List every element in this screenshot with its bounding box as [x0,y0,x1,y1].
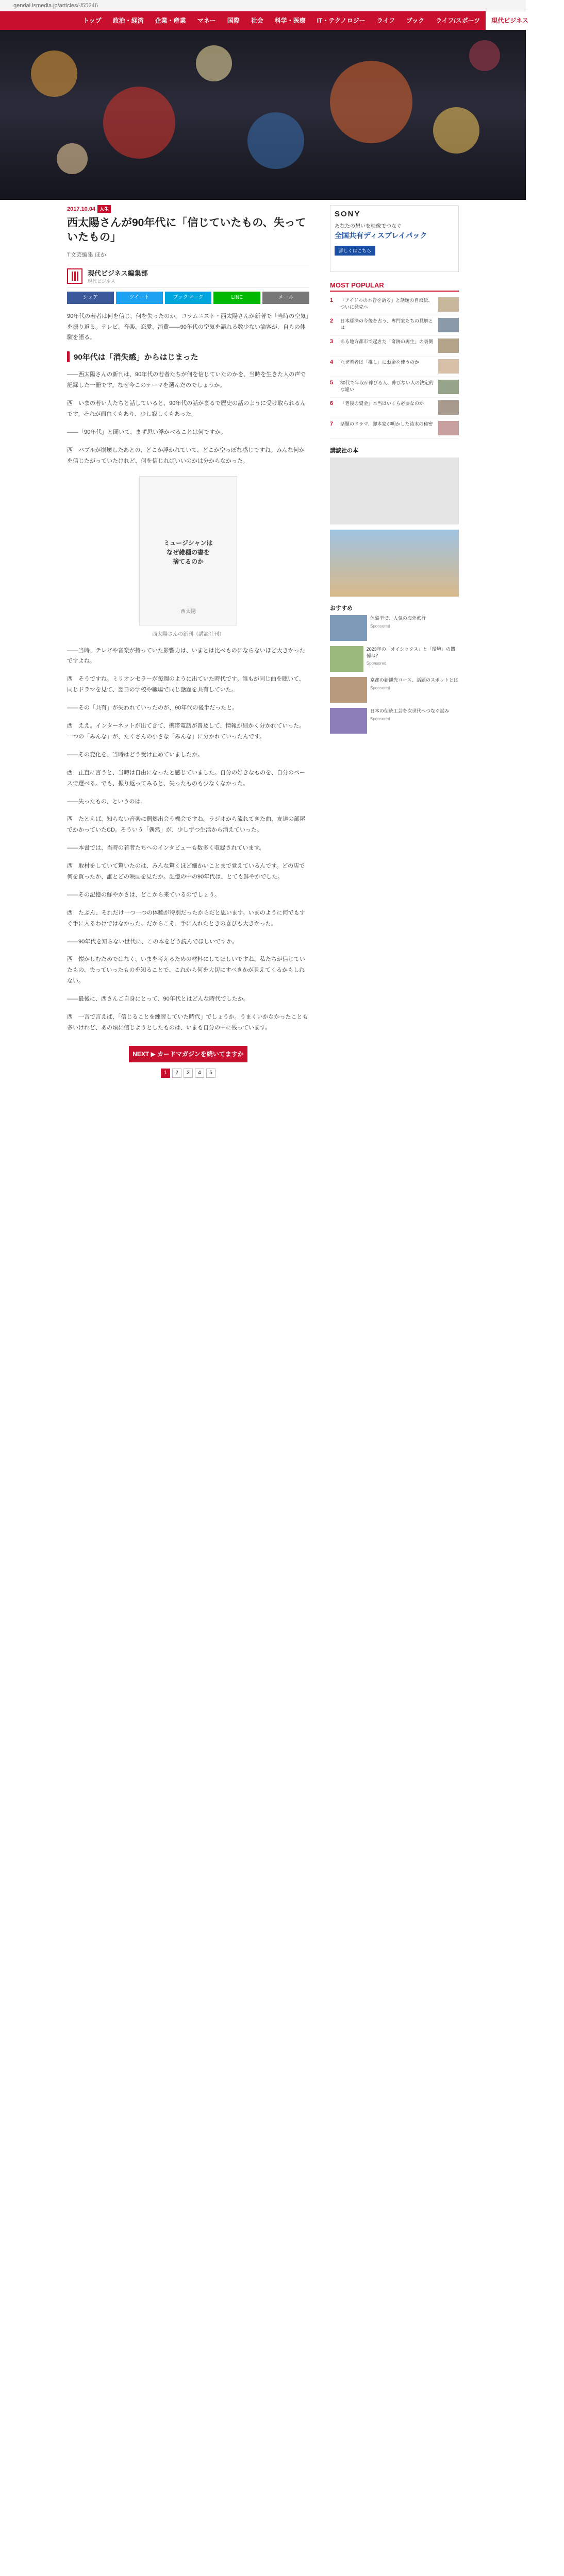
section-heading: 90年代は「消失感」からはじまった [67,351,309,362]
publisher-box[interactable] [67,265,309,287]
nav-item[interactable]: 企業・産業 [155,17,186,24]
most-popular-item[interactable]: 3 ある地方都市で起きた「奇跡の再生」の裏側 [330,336,459,357]
page-link[interactable]: 2 [172,1069,181,1078]
nav-item[interactable]: トップ [83,17,102,24]
nav-item[interactable]: その他 [539,17,558,24]
page-link[interactable]: 1 [161,1069,170,1078]
side-label: おすすめ [330,605,353,612]
nav-item[interactable]: ブック [406,17,425,24]
next-page-button[interactable]: NEXT ▶ カードマガジンを続いてますか [129,1046,247,1062]
paragraph: ——失ったもの、というのは。 [67,798,146,805]
pagination [67,1069,309,1078]
publisher-sub: 現代ビジネス [88,278,115,284]
share-row [67,292,309,304]
most-popular-item[interactable]: 5 30代で年収が伸びる人、伸びない人の決定的な違い [330,377,459,398]
paragraph: ——本書では、当時の若者たちへのインタビューも数多く収録されています。 [67,845,265,852]
share-line-button[interactable]: LINE [213,292,260,304]
nav-item[interactable]: 政治・経済 [112,17,144,24]
side-label: 講談社の本 [330,448,358,454]
paragraph: 西 いまの若い人たちと話していると、90年代の話がまるで歴史の話のように受け取られるんです。それが面白くもあり、少し寂しくもあった。 [67,400,306,418]
nav-item[interactable]: IT・テクノロジー [317,17,366,24]
paragraph: ——当時、テレビや音楽が持っていた影響力は、いまとは比べものにならないほど大きかったですよね。 [67,647,305,665]
nav-item[interactable]: 社会 [251,17,263,24]
paragraph: ——その記憶の鮮やかさは、どこから来ているのでしょう。 [67,891,220,898]
most-popular-title: MOST POPULAR [330,281,459,292]
paragraph: ——その「共有」が失われていったのが、90年代の後半だったと。 [67,705,238,711]
content [0,200,526,2576]
sony-ad-headline: 全国共有ディスプレイパック [335,231,427,240]
paragraph: 西 一言で言えば、「信じることを練習していた時代」でしょうか。うまくいかなかったことも多いけれど、あの頃に信じようとしたものは、いまも自分の中に残っています。 [67,1013,308,1031]
share-twitter-button[interactable]: ツイート [116,292,163,304]
nav-item[interactable]: ライフ [376,17,395,24]
nav-item[interactable]: ライフ/スポーツ [436,17,480,24]
most-popular-item[interactable]: 4 なぜ若者は「推し」にお金を使うのか [330,357,459,377]
category-badge[interactable]: 人生 [97,205,111,213]
share-mail-button[interactable]: メール [262,292,309,304]
book-title: ミュージシャンは なぜ雑種の書を 捨てるのか [163,539,213,565]
sony-ad-text: あなたの想いを映像でつなぐ [335,224,402,229]
most-popular-item[interactable]: 7 話題のドラマ、脚本家が明かした結末の秘密 [330,418,459,439]
share-facebook-button[interactable]: シェア [67,292,114,304]
sony-ad-button[interactable]: 詳しくはこちら [335,246,375,256]
page-link[interactable]: 5 [206,1069,215,1078]
book-author: 西太陽 [180,608,196,615]
book-image[interactable] [67,476,309,625]
sidebar-pr-item[interactable]: 日本の伝統工芸を次世代へつなぐ試み Sponsored [330,708,459,734]
paragraph: 西 そうですね。ミリオンセラーが毎週のように出ていた時代です。誰もが同じ曲を聴いて、同じドラマを見て、翌日の学校や職場で同じ話題を共有していた。 [67,676,305,693]
sony-ad[interactable] [330,205,459,272]
publisher-logo-icon [67,268,82,284]
share-bookmark-button[interactable]: ブックマーク [165,292,212,304]
nav-item[interactable]: 国際 [227,17,240,24]
nav-item[interactable]: 科学・医療 [274,17,306,24]
paragraph: ——西太陽さんの新刊は、90年代の若者たちが何を信じていたのかを、当時を生きた人の声で記録した一冊です。なぜ今このテーマを選んだのでしょうか。 [67,371,306,389]
paragraph: ——最後に、西さんご自身にとって、90年代とはどんな時代でしたか。 [67,996,249,1003]
paragraph: 西 バブルが崩壊したあとの、どこか浮かれていて、どこか空っぽな感じですね。みんな何かを信じたがっていたけれど、何を信じればいいのかは分からなかった。 [67,447,305,464]
most-popular-item[interactable]: 6 「老後の資金」本当はいくら必要なのか [330,398,459,418]
paragraph: ——「90年代」と聞いて、まず思い浮かべることは何ですか。 [67,429,227,435]
paragraph: ——90年代を知らない世代に、この本をどう読んでほしいですか。 [67,938,238,945]
hero-image [0,30,526,200]
page-link[interactable]: 3 [184,1069,193,1078]
article-author[interactable]: T文芸編集 ほか [67,251,106,258]
sidebar [330,205,459,2576]
paragraph: 西 取材をしていて驚いたのは、みんな驚くほど細かいことまで覚えているんです。どの店で何を買ったか、誰とどの映画を見たか。記憶の中の90年代は、とても鮮やかでした。 [67,863,305,880]
article-title: 西太陽さんが90年代に「信じていたもの、失っていたもの」 [67,217,306,244]
sidebar-pr-item[interactable]: 京都の新観光コース、話題のスポットとは Sponsored [330,677,459,703]
travel-ad[interactable] [330,530,459,597]
most-popular-item[interactable]: 2 日本経済の今後を占う、専門家たちの見解とは [330,315,459,336]
most-popular-item[interactable]: 1 「アイドルの本音を語る」と話題の自叙伝、ついに発売へ [330,295,459,315]
sony-logo: SONY [335,210,361,218]
sidebar-pr-item[interactable]: 2023年の「オイシックス」と「環境」の関係は？ Sponsored [330,646,459,672]
paragraph: 西 たとえば、知らない音楽に偶然出会う機会ですね。ラジオから流れてきた曲、友達の部屋でかかっていたCD。そういう「偶然」が、少しずつ生活から消えていった。 [67,816,305,834]
paragraph: 西 正直に言うと、当時は自由になったと感じていました。自分の好きなものを、自分のペースで選べる。でも、振り返ってみると、失ったものも少なくなかった。 [67,769,305,787]
sidebar-pr-item[interactable]: 体験型で、人気の海外旅行 Sponsored [330,615,459,641]
paragraph: 西 ええ。インターネットが出てきて、携帯電話が普及して、情報が細かく分かれていった。一つの「みんな」が、たくさんの小さな「みんな」に分かれていったんです。 [67,723,305,740]
page-link[interactable]: 4 [195,1069,204,1078]
paragraph: ——その変化を、当時はどう受け止めていましたか。 [67,751,203,758]
book-ad[interactable] [330,457,459,524]
publisher-name: 現代ビジネス編集部 [88,269,148,277]
most-popular-list [330,295,459,439]
main-nav [0,11,558,30]
nav-item[interactable]: 現代ビジネス [486,11,534,30]
image-caption: 西太陽さんの新刊（講談社刊） [152,631,224,637]
article-intro: 90年代の若者は何を信じ、何を失ったのか。コラムニスト・西太陽さんが新著で「当時の空気」を振り返る。テレビ、音楽、恋愛、消費——90年代の空気を語れる数少ない論客が、自らの体験を語る。 [67,313,309,341]
article-date: 2017.10.04 人生 [67,205,309,213]
nav-item[interactable]: マネー [197,17,216,24]
url-bar[interactable]: gendai.ismedia.jp/articles/-/55246 [0,0,526,11]
article [67,205,309,2576]
paragraph: 西 たぶん、それだけ一つ一つの体験が特別だったからだと思います。いまのように何でもすぐ手に入るわけではなかった。だからこそ、手に入れたときの喜びも大きかった。 [67,909,305,927]
paragraph: 西 懐かしむためではなく、いまを考えるための材料にしてほしいですね。私たちが信じていたもの、失っていったものを知ることで、これから何を大切にすべきかが見えてくるかもしれない。 [67,956,305,985]
